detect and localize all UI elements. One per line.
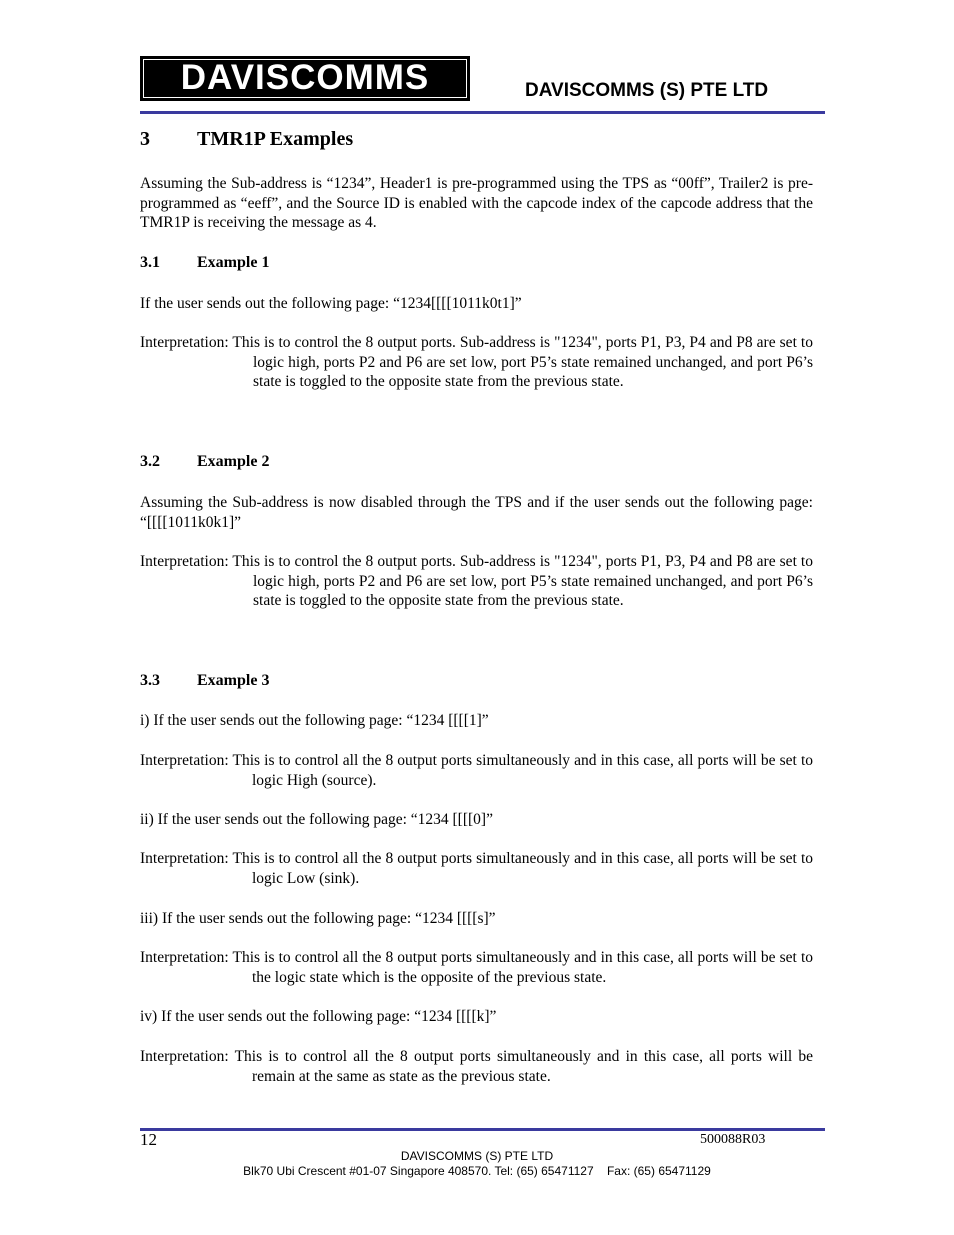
section-number: 3 xyxy=(140,128,150,150)
example-1-interpretation: Interpretation: This is to control the 8 output ports. Sub-address is "1234", ports P1, P3, P4 and P8 are set to logic high, ports P2 and P6 are set low, port P5’s state remained unchanged, and port P6’s state is toggled to the opposite state from the previous state. xyxy=(140,334,813,391)
intro-paragraph: Assuming the Sub-address is “1234”, Header1 is pre-programmed using the TPS as “00ff”, Trailer2 is pre-programmed as “eeff”, and the Source ID is enabled with the capcode index of the capcode address that the TMR1P is receiving the message as 4. xyxy=(140,175,813,232)
example-3-ii-send: ii) If the user sends out the following page: “1234 [[[[0]” xyxy=(140,811,493,828)
logo-text: DAVISCOMMS xyxy=(180,58,430,97)
example-2-heading xyxy=(140,453,269,471)
example-2-send: Assuming the Sub-address is now disabled through the TPS and if the user sends out the following page: “[[[[1011k0k1]” xyxy=(140,494,813,531)
page-number: 12 xyxy=(140,1130,157,1149)
example-1-heading xyxy=(140,254,269,272)
header-rule xyxy=(140,111,825,114)
example-1-number: 3.1 xyxy=(140,254,160,271)
footer-rule xyxy=(140,1128,825,1131)
example-3-title: Example 3 xyxy=(197,672,270,689)
example-3-heading xyxy=(140,672,269,690)
example-3-iii-send: iii) If the user sends out the following page: “1234 [[[[s]” xyxy=(140,910,496,927)
document-id: 500088R03 xyxy=(700,1132,766,1147)
header-company-name: DAVISCOMMS (S) PTE LTD xyxy=(525,80,769,101)
company-logo xyxy=(140,56,470,101)
section-heading xyxy=(140,128,353,151)
example-2-number: 3.2 xyxy=(140,453,160,470)
example-3-iii-interpretation: Interpretation: This is to control all the 8 output ports simultaneously and in this case, all ports will be set to the logic state which is the opposite of the previous state. xyxy=(140,949,813,986)
example-1-title: Example 1 xyxy=(197,254,270,271)
footer-address: Blk70 Ubi Crescent #01-07 Singapore 408570. Tel: (65) 65471127 Fax: (65) 65471129 xyxy=(243,1164,711,1178)
example-2-title: Example 2 xyxy=(197,453,270,470)
example-3-i-interpretation: Interpretation: This is to control all the 8 output ports simultaneously and in this case, all ports will be set to logic High (source). xyxy=(140,752,813,789)
example-3-iv-interpretation: Interpretation: This is to control all the 8 output ports simultaneously and in this case, all ports will be remain at the same as state as the previous state. xyxy=(140,1048,813,1085)
example-3-ii-interpretation: Interpretation: This is to control all the 8 output ports simultaneously and in this case, all ports will be set to logic Low (sink). xyxy=(140,850,813,887)
example-1-send: If the user sends out the following page: “1234[[[[1011k0t1]” xyxy=(140,295,522,312)
example-2-interpretation: Interpretation: This is to control the 8 output ports. Sub-address is "1234", ports P1, P3, P4 and P8 are set to logic high, ports P2 and P6 are set low, port P5’s state remained unchanged, and port P6’s state is toggled to the opposite state from the previous state. xyxy=(140,553,813,610)
example-3-iv-send: iv) If the user sends out the following page: “1234 [[[[k]” xyxy=(140,1008,497,1025)
example-3-i-send: i) If the user sends out the following page: “1234 [[[[1]” xyxy=(140,712,489,729)
section-title: TMR1P Examples xyxy=(197,128,354,150)
example-3-number: 3.3 xyxy=(140,672,160,689)
footer-company: DAVISCOMMS (S) PTE LTD xyxy=(400,1149,554,1163)
